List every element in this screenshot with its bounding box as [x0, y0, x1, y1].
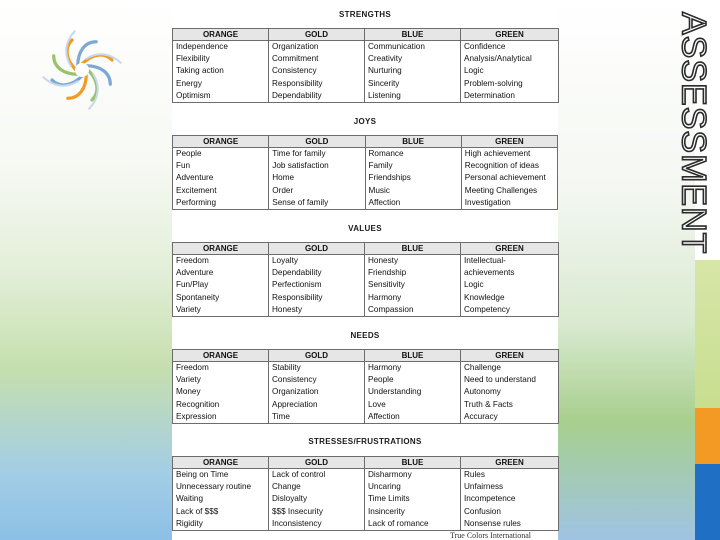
table-cell: Responsibility	[269, 78, 365, 90]
table-cell: Nonsense rules	[461, 518, 559, 531]
table-cell: Listening	[365, 90, 461, 103]
table-cell: Freedom	[173, 362, 269, 375]
header-blue: BLUE	[365, 457, 461, 469]
table-row	[173, 481, 559, 493]
table-cell: Unfairness	[461, 481, 559, 493]
table-cell: Excitement	[173, 185, 269, 197]
values-table	[172, 242, 559, 317]
table-cell: Taking action	[173, 65, 269, 77]
table-cell: Lack of control	[269, 469, 365, 482]
table-row	[173, 506, 559, 518]
table-row	[173, 41, 559, 54]
table-row	[173, 292, 559, 304]
table-cell: Disloyalty	[269, 493, 365, 505]
header-green: GREEN	[461, 243, 559, 255]
table-cell: Energy	[173, 78, 269, 90]
table-cell: Sense of family	[269, 197, 365, 210]
table-cell: achievements	[461, 267, 559, 279]
table-cell: Job satisfaction	[269, 160, 365, 172]
table-cell: Intellectual-	[461, 255, 559, 268]
right-stripe-blue	[695, 464, 720, 540]
table-cell: Determination	[461, 90, 559, 103]
credit-text: True Colors International	[450, 531, 532, 540]
table-cell: Appreciation	[269, 399, 365, 411]
table-cell: Performing	[173, 197, 269, 210]
header-orange: ORANGE	[173, 243, 269, 255]
needs-table	[172, 349, 559, 424]
table-cell: Fun	[173, 160, 269, 172]
table-cell: Organization	[269, 41, 365, 54]
table-row	[173, 197, 558, 210]
table-cell: Need to understand	[461, 374, 559, 386]
table-cell: People	[173, 148, 269, 161]
header-blue: BLUE	[365, 136, 461, 148]
joys-table	[172, 135, 558, 210]
table-cell: Disharmony	[365, 469, 461, 482]
table-row	[173, 518, 559, 531]
table-cell: Adventure	[173, 267, 269, 279]
section-title-values: VALUES	[348, 224, 382, 233]
table-cell: Compassion	[365, 304, 461, 317]
table-row	[173, 279, 559, 291]
table-cell: Money	[173, 386, 269, 398]
table-row	[173, 469, 559, 482]
table-row	[173, 493, 559, 505]
table-header-row	[173, 350, 559, 362]
table-header-row	[173, 136, 558, 148]
table-cell: Uncaring	[365, 481, 461, 493]
table-cell: Commitment	[269, 53, 365, 65]
header-orange: ORANGE	[173, 350, 269, 362]
table-cell: Perfectionism	[269, 279, 365, 291]
table-row	[173, 399, 559, 411]
header-gold: GOLD	[269, 136, 365, 148]
table-cell: Competency	[461, 304, 559, 317]
side-title-text: ASSESSMENT	[674, 12, 713, 255]
table-cell: Autonomy	[461, 386, 559, 398]
table-cell: Friendship	[365, 267, 461, 279]
table-cell: Independence	[173, 41, 269, 54]
header-green: GREEN	[461, 350, 559, 362]
table-row	[173, 90, 559, 103]
section-title-stresses: STRESSES/FRUSTRATIONS	[308, 437, 422, 446]
table-cell: Creativity	[365, 53, 461, 65]
table-cell: Home	[269, 172, 365, 184]
table-row	[173, 172, 558, 184]
table-row	[173, 374, 559, 386]
table-cell: Change	[269, 481, 365, 493]
table-cell: Communication	[365, 41, 461, 54]
header-gold: GOLD	[269, 243, 365, 255]
table-cell: Honesty	[365, 255, 461, 268]
section-title-needs: NEEDS	[350, 331, 380, 340]
table-cell: Love	[365, 399, 461, 411]
table-row	[173, 148, 558, 161]
table-cell: Consistency	[269, 374, 365, 386]
header-blue: BLUE	[365, 243, 461, 255]
header-gold: GOLD	[269, 350, 365, 362]
table-cell: Lack of $$$	[173, 506, 269, 518]
table-cell: Lack of romance	[365, 518, 461, 531]
table-cell: Flexibility	[173, 53, 269, 65]
header-blue: BLUE	[365, 29, 461, 41]
table-cell: Time	[269, 411, 365, 424]
table-cell: Adventure	[173, 172, 269, 184]
table-cell: Rules	[461, 469, 559, 482]
table-row	[173, 160, 558, 172]
header-green: GREEN	[461, 136, 557, 148]
table-cell: Incompetence	[461, 493, 559, 505]
side-title	[668, 12, 718, 292]
table-cell: $$$ Insecurity	[269, 506, 365, 518]
header-orange: ORANGE	[173, 457, 269, 469]
table-cell: Problem-solving	[461, 78, 559, 90]
table-cell: Unnecessary routine	[173, 481, 269, 493]
table-cell: Consistency	[269, 65, 365, 77]
table-cell: Meeting Challenges	[461, 185, 557, 197]
right-stripe-orange	[695, 408, 720, 464]
header-blue: BLUE	[365, 350, 461, 362]
table-cell: Recognition	[173, 399, 269, 411]
table-header-row	[173, 29, 559, 41]
table-cell: Dependability	[269, 90, 365, 103]
table-cell: Variety	[173, 304, 269, 317]
table-cell: Expression	[173, 411, 269, 424]
table-cell: Organization	[269, 386, 365, 398]
table-cell: Logic	[461, 65, 559, 77]
header-green: GREEN	[461, 29, 559, 41]
table-cell: Investigation	[461, 197, 557, 210]
header-gold: GOLD	[269, 29, 365, 41]
table-cell: Waiting	[173, 493, 269, 505]
table-cell: Harmony	[365, 292, 461, 304]
header-gold: GOLD	[269, 457, 365, 469]
table-cell: Friendships	[365, 172, 461, 184]
table-cell: Sensitivity	[365, 279, 461, 291]
table-cell: High achievement	[461, 148, 557, 161]
table-cell: Music	[365, 185, 461, 197]
table-cell: Rigidity	[173, 518, 269, 531]
strengths-table	[172, 28, 559, 103]
header-orange: ORANGE	[173, 136, 269, 148]
table-cell: Romance	[365, 148, 461, 161]
table-cell: Confusion	[461, 506, 559, 518]
table-cell: Dependability	[269, 267, 365, 279]
table-cell: Optimism	[173, 90, 269, 103]
table-row	[173, 78, 559, 90]
table-header-row	[173, 243, 559, 255]
table-cell: Accuracy	[461, 411, 559, 424]
table-cell: Nurturing	[365, 65, 461, 77]
swirl-logo-icon	[42, 30, 122, 110]
table-cell: Insincerity	[365, 506, 461, 518]
table-cell: Stability	[269, 362, 365, 375]
table-row	[173, 304, 559, 317]
table-cell: Harmony	[365, 362, 461, 375]
table-cell: People	[365, 374, 461, 386]
table-cell: Fun/Play	[173, 279, 269, 291]
table-cell: Responsibility	[269, 292, 365, 304]
table-row	[173, 267, 559, 279]
table-cell: Affection	[365, 411, 461, 424]
section-title-joys: JOYS	[353, 117, 377, 126]
header-green: GREEN	[461, 457, 559, 469]
table-cell: Analysis/Analytical	[461, 53, 559, 65]
table-cell: Sincerity	[365, 78, 461, 90]
table-cell: Order	[269, 185, 365, 197]
section-title-strengths: STRENGTHS	[338, 10, 392, 19]
table-cell: Freedom	[173, 255, 269, 268]
stresses-table	[172, 456, 559, 531]
table-row	[173, 411, 559, 424]
header-orange: ORANGE	[173, 29, 269, 41]
table-cell: Confidence	[461, 41, 559, 54]
table-row	[173, 362, 559, 375]
table-cell: Variety	[173, 374, 269, 386]
table-cell: Affection	[365, 197, 461, 210]
table-row	[173, 185, 558, 197]
table-cell: Inconsistency	[269, 518, 365, 531]
table-cell: Being on Time	[173, 469, 269, 482]
table-cell: Loyalty	[269, 255, 365, 268]
table-cell: Time Limits	[365, 493, 461, 505]
table-cell: Time for family	[269, 148, 365, 161]
table-cell: Recognition of ideas	[461, 160, 557, 172]
table-row	[173, 53, 559, 65]
table-cell: Family	[365, 160, 461, 172]
table-cell: Personal achievement	[461, 172, 557, 184]
table-cell: Spontaneity	[173, 292, 269, 304]
table-cell: Knowledge	[461, 292, 559, 304]
table-header-row	[173, 457, 559, 469]
table-cell: Challenge	[461, 362, 559, 375]
table-cell: Truth & Facts	[461, 399, 559, 411]
assessment-sheet	[172, 8, 558, 540]
table-row	[173, 255, 559, 268]
table-row	[173, 386, 559, 398]
table-row	[173, 65, 559, 77]
table-cell: Honesty	[269, 304, 365, 317]
table-cell: Logic	[461, 279, 559, 291]
table-cell: Understanding	[365, 386, 461, 398]
